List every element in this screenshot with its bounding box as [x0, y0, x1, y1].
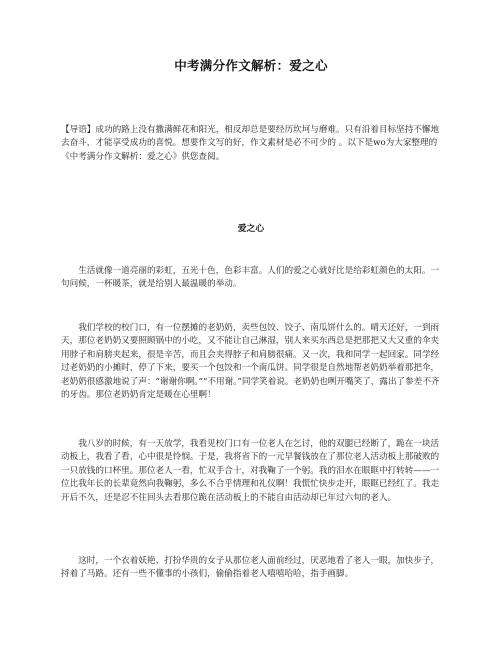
document-title: 中考满分作文解析：爱之心 — [174, 58, 328, 73]
section-title: 爱之心 — [237, 224, 265, 234]
lead-paragraph: 【导语】成功的路上没有撒满鲜花和阳光，相反却总是要经历坎坷与磨难。只有沿着目标坚持不懈地去奋斗，才能享受成功的喜悦。想要作文写的好，作文素材是必不可少的 。以下是wo为大家整理的《中考满分作文解析：爱之心》供您查阅。 — [61, 125, 440, 162]
body-paragraph-1: 生活就像一道亮丽的彩虹，五光十色，色彩丰富。人们的爱之心就好比是给彩虹颜色的太阳。一句问候，一杯暖茶，就是给别人最温暖的举动。 — [61, 266, 440, 290]
body-paragraph-2: 我们学校的校门口，有一位摆摊的老奶奶，卖些包饺、饺子、南瓜饼什么的。晴天还好，一到雨天，那位老奶奶又要照顾锅中的小吃，又不能让自己淋湿，别人来买东西总是把那把又大又重的伞夹用脖子和肩膀夹起来，很是辛苦，而且会夹得脖子和肩膀很痛。又一次，我和同学一起回家。同学经过老奶奶的小摊时，停了下来，要买一个包饺和一个南瓜饼。同学很是自然地帮老奶奶举着那把伞，老奶奶很感激地说了声：“谢谢你啊。”“不用谢。”同学笑着说。老奶奶也咧开嘴笑了，露出了参差不齐的牙齿。那位老奶奶肯定是暖在心里啊！ — [61, 323, 440, 401]
body-paragraph-4: 这时，一个衣着妖艳、打扮华贵的女子从那位老人面前经过，厌恶地看了老人一眼，加快步子，捋着了马路。还有一些不懂事的小孩们，偷偷指着老人嘻嘻哈哈，指手画脚。 — [61, 556, 440, 580]
body-paragraph-3: 我八岁的时候，有一天放学，我看见校门口有一位老人在乞讨，他的双腿已经断了，跪在一块活动板上，我看了看，心中很是怜悯。于是，我将省下的一元早餐钱放在了那位老人活动板上那破败的一只放钱的口杯里。那位老人一看，忙双手合十，对我鞠了一个躬。我的泪水在眼眶中打转转——一位比我年长的长辈竟然向我鞠躬，多么不合乎情理和礼仪啊！我慌忙快步走开，眼眶已经红了。我走开后不久，还是忍不住回头去看那位跪在活动板上的不能自由活动却已年过六旬的老人。 — [61, 439, 440, 503]
